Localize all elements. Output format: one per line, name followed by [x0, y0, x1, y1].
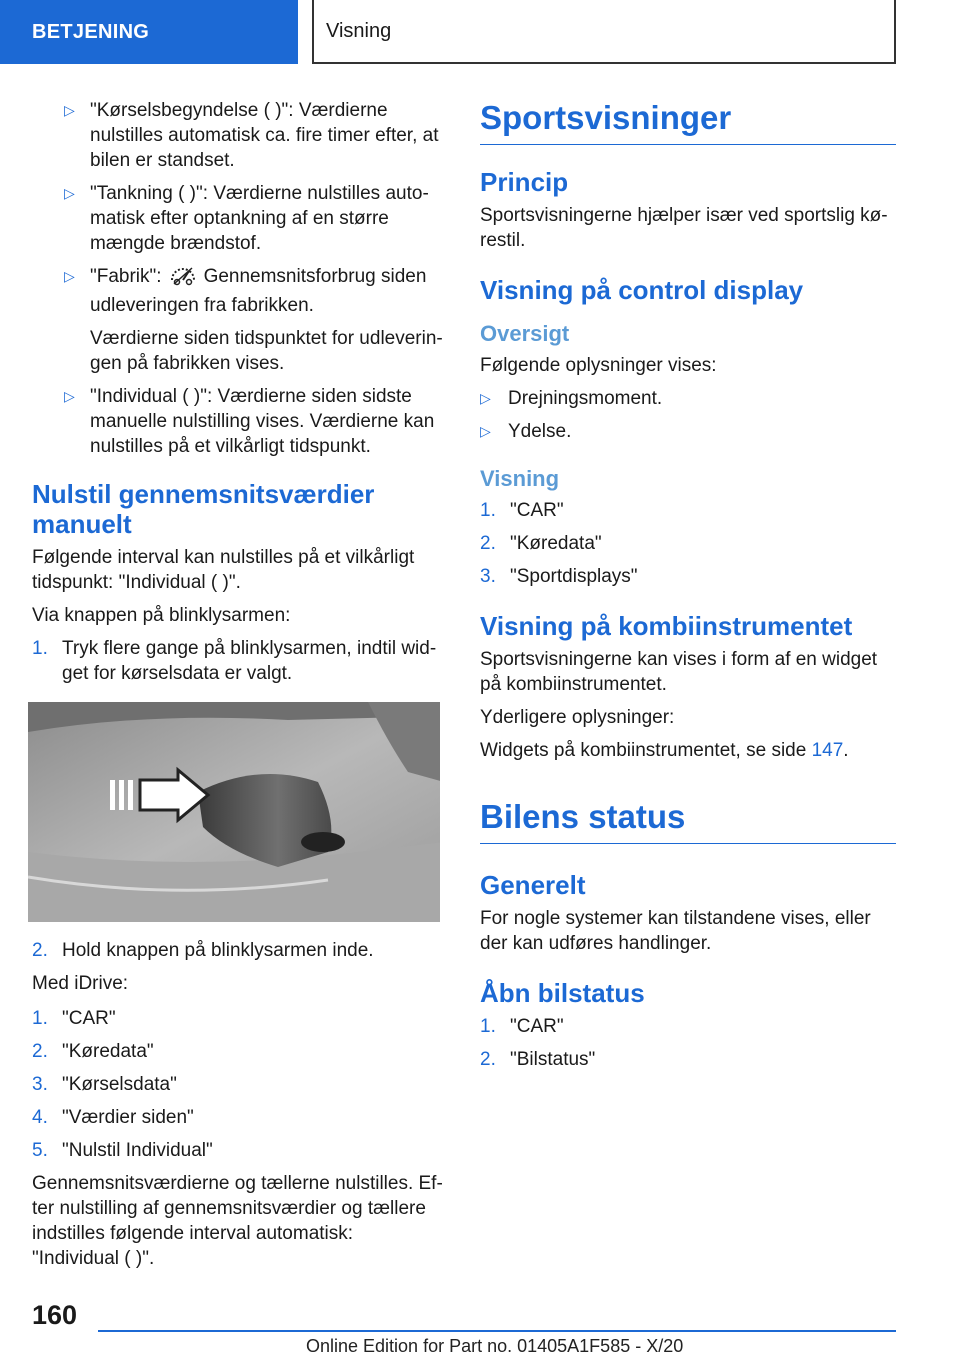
footer-edition: Online Edition for Part no. 01405A1F585 - X/20: [306, 1336, 684, 1356]
heading-sport: Sportsvisninger: [480, 98, 896, 145]
paragraph: Følgende interval kan nulstilles på et vilkårligt tidspunkt: "Individual ( )".: [32, 547, 415, 593]
numbered-step: 1. Tryk flere gange på blinklysarmen, indtil widget for kørselsdata er valgt.: [32, 638, 437, 684]
heading-visning: Visning: [480, 466, 560, 491]
heading-control-display: Visning på control display: [480, 275, 804, 305]
heading-princip: Princip: [480, 167, 569, 197]
numbered-step: 4. "Værdier siden": [32, 1107, 194, 1128]
footer-divider: [98, 1330, 896, 1332]
numbered-step: 1. "CAR": [32, 1008, 116, 1029]
turn-signal-stalk-illustration: [28, 702, 440, 922]
triangle-bullet-icon: ▷: [64, 102, 75, 118]
page-number: 160: [32, 1300, 78, 1330]
triangle-bullet-icon: ▷: [64, 388, 75, 404]
paragraph: For nogle systemer kan tilstandene vises, eller der kan udføres handlinger.: [480, 908, 871, 954]
numbered-step: 3. "Kørselsdata": [32, 1074, 177, 1095]
factory-consumption-icon: [168, 264, 198, 293]
list-item: ▷ "Kørselsbegyndelse ( )": Værdierne nulstilles automatisk ca. fire timer efter, at bilen er standset.: [64, 100, 439, 171]
heading-aabn-bilstatus: Åbn bilstatus: [480, 978, 645, 1008]
paragraph: Følgende oplysninger vises:: [480, 355, 717, 376]
heading-generelt: Generelt: [480, 870, 586, 900]
right-column: [480, 98, 896, 1080]
chapter-title: Visning: [312, 0, 896, 64]
heading-oversigt: Oversigt: [480, 321, 570, 346]
section-tab: BETJENING: [0, 0, 298, 64]
numbered-step: 1. "CAR": [480, 1016, 564, 1037]
numbered-step: 2. Hold knappen på blinklysarmen inde.: [32, 940, 374, 961]
left-column: [32, 98, 444, 1279]
numbered-step: 2. "Køredata": [480, 533, 602, 554]
list-item: ▷ Drejningsmoment.: [480, 388, 663, 409]
paragraph: Widgets på kombiinstrumentet, se side 147.: [480, 740, 849, 761]
paragraph: Med iDrive:: [32, 973, 129, 994]
paragraph: Gennemsnitsværdierne og tællerne nulstilles. Efter nulstilling af gennemsnitsværdier og tællere indstilles følgende interval automatisk: "Individual ( )".: [32, 1173, 443, 1269]
numbered-step: 1. "CAR": [480, 500, 564, 521]
triangle-bullet-icon: ▷: [480, 423, 491, 439]
paragraph: Sportsvisningerne hjælper især ved sportslig kørestil.: [480, 205, 888, 251]
numbered-step: 5. "Nulstil Individual": [32, 1140, 213, 1161]
heading-bilens-status: Bilens status: [480, 797, 896, 844]
list-item: ▷ "Tankning ( )": Værdierne nulstilles automatisk efter optankning af en større mængde brændstof.: [64, 183, 429, 254]
list-subtext: Værdierne siden tidspunktet for udleveringen på fabrikken vises.: [90, 328, 443, 374]
list-item: ▷ Ydelse.: [480, 421, 572, 442]
numbered-step: 2. "Køredata": [32, 1041, 154, 1062]
numbered-step: 3. "Sportdisplays": [480, 566, 638, 587]
triangle-bullet-icon: ▷: [64, 268, 75, 284]
numbered-step: 2. "Bilstatus": [480, 1049, 596, 1070]
paragraph: Sportsvisningerne kan vises i form af en widget på kombiinstrumentet.: [480, 649, 878, 695]
heading-reset: Nulstil gennemsnitsværdier manuelt: [32, 479, 375, 539]
triangle-bullet-icon: ▷: [64, 185, 75, 201]
heading-kombi: Visning på kombiinstrumentet: [480, 611, 853, 641]
list-item: ▷ "Fabrik": Gennemsnitsforbrug siden udleveringen fra fabrikken.: [64, 266, 427, 316]
page-link[interactable]: 147: [811, 740, 844, 761]
paragraph: Yderligere oplysninger:: [480, 707, 675, 728]
paragraph: Via knappen på blinklysarmen:: [32, 605, 291, 626]
triangle-bullet-icon: ▷: [480, 390, 491, 406]
list-item: ▷ "Individual ( )": Værdierne siden sidste manuelle nulstilling vises. Værdierne kan nulstilles på et vilkårligt tidspunkt.: [64, 386, 435, 457]
